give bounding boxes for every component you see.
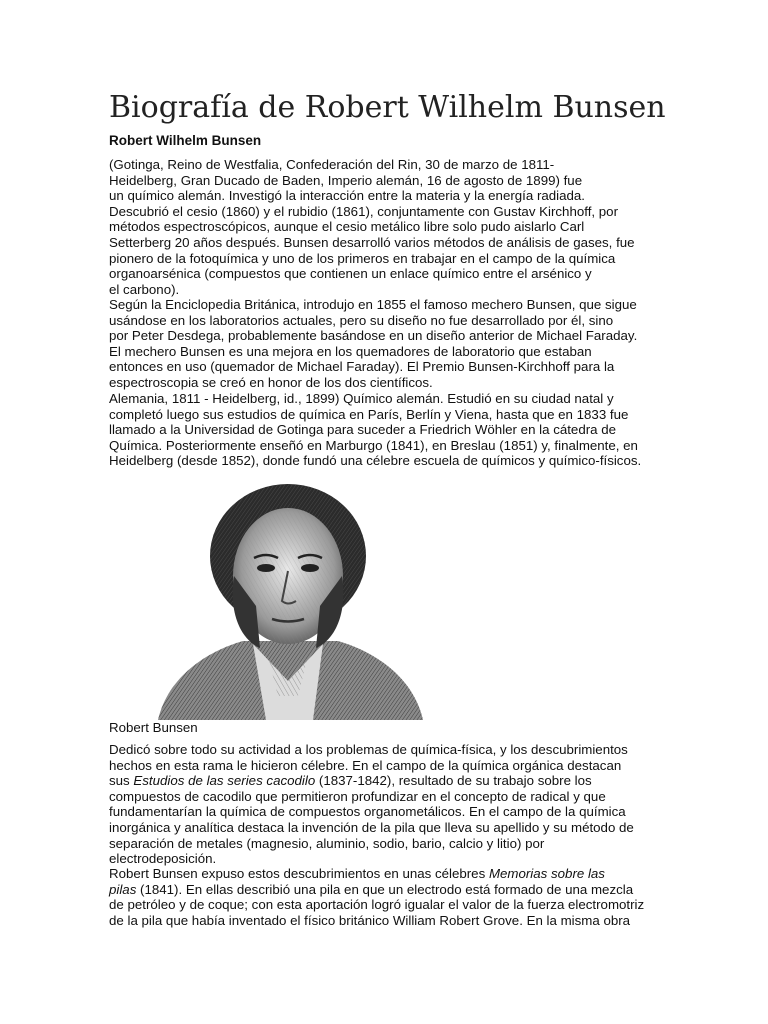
text-line: separación de metales (magnesio, aluminio, sodio, bario, calcio y litio) por [109,835,545,851]
text-line [109,882,669,898]
text-line: usándose en los laboratorios actuales, pero su diseño no fue desarrollado por él, sino [109,312,614,328]
portrait-image [148,476,431,720]
paragraph-4 [109,742,669,867]
book-title: pilas [109,881,137,897]
paragraph-1 [109,157,669,297]
text-line: espectroscopia se creó en honor de los dos científicos. [109,374,433,390]
text-line: hechos en esta rama le hicieron célebre. En el campo de la química orgánica destacan [109,757,622,773]
text-line: el carbono). [109,281,180,297]
text-line: electrodeposición. [109,851,217,867]
text-line [109,773,669,789]
text-line: de la pila que había inventado el físico británico William Robert Grove. En la misma obra [109,912,631,928]
text-line: completó luego sus estudios de química en París, Berlín y Viena, hasta que en 1833 fue [109,406,629,422]
text-line: por Peter Desdega, probablemente basándose en un diseño anterior de Michael Faraday. [109,328,638,344]
text-line: Setterberg 20 años después. Bunsen desarrolló varios métodos de análisis de gases, fue [109,234,635,250]
text-line: Descubrió el cesio (1860) y el rubidio (1861), conjuntamente con Gustav Kirchhoff, por [109,203,619,219]
text-line: fundamentarían la química de compuestos organometálicos. En el campo de la química [109,804,626,820]
subtitle: Robert Wilhelm Bunsen [109,133,262,148]
text-segment: (1837-1842), resultado de su trabajo sobre los [315,773,592,789]
text-line: Alemania, 1811 - Heidelberg, id., 1899) Químico alemán. Estudió en su ciudad natal y [109,391,614,406]
paragraph-3 [109,391,669,469]
text-line: Química. Posteriormente enseñó en Marburgo (1841), en Breslau (1851) y, finalmente, en [109,437,638,453]
text-line: (Gotinga, Reino de Westfalia, Confederación del Rin, 30 de marzo de 1811- [109,157,555,172]
text-line: Según la Enciclopedia Británica, introdujo en 1855 el famoso mechero Bunsen, que sigue [109,297,637,312]
text-line: pionero de la fotoquímica y uno de los primeros en trabajar en el campo de la química [109,250,616,266]
text-line: Dedicó sobre todo su actividad a los problemas de química-física, y los descubrimientos [109,742,628,757]
paragraph-5 [109,866,669,928]
text-line: entonces en uso (quemador de Michael Faraday). El Premio Bunsen-Kirchhoff para la [109,359,615,375]
text-segment: sus [109,773,134,789]
image-caption: Robert Bunsen [109,720,198,735]
text-line: de petróleo y de coque; con esta aportación logró igualar el valor de la fuerza electromotriz [109,897,645,913]
paragraph-2 [109,297,669,391]
text-line: Heidelberg, Gran Ducado de Baden, Imperio alemán, 16 de agosto de 1899) fue [109,172,583,188]
page-title: Biografía de Robert Wilhelm Bunsen [109,90,666,125]
text-line: métodos espectroscópicos, aunque el cesio metálico libre solo pudo aislarlo Carl [109,219,585,235]
book-title: Memorias sobre las [488,866,605,881]
text-line: organoarsénica (compuestos que contienen un enlace químico entre el arsénico y [109,266,592,282]
text-line: compuestos de cacodilo que permitieron profundizar en el concepto de radical y que [109,788,606,804]
text-line: El mechero Bunsen es una mejora en los quemadores de laboratorio que estaban [109,343,592,359]
text-line: inorgánica y analítica destaca la invención de la pila que lleva su apellido y su método de [109,819,634,835]
text-line: llamado a la Universidad de Gotinga para suceder a Friedrich Wöhler en la cátedra de [109,422,617,438]
text-line: Heidelberg (desde 1852), donde fundó una célebre escuela de químicos y químico-físicos. [109,453,642,469]
book-title: Estudios de las series cacodilo [133,773,316,789]
text-segment: Robert Bunsen expuso estos descubrimientos en unas célebres [109,866,489,881]
text-line: un químico alemán. Investigó la interacción entre la materia y la energía radiada. [109,188,586,204]
text-segment: (1841). En ellas describió una pila en que un electrodo está formado de una mezcla [136,881,634,897]
text-line [109,866,669,882]
